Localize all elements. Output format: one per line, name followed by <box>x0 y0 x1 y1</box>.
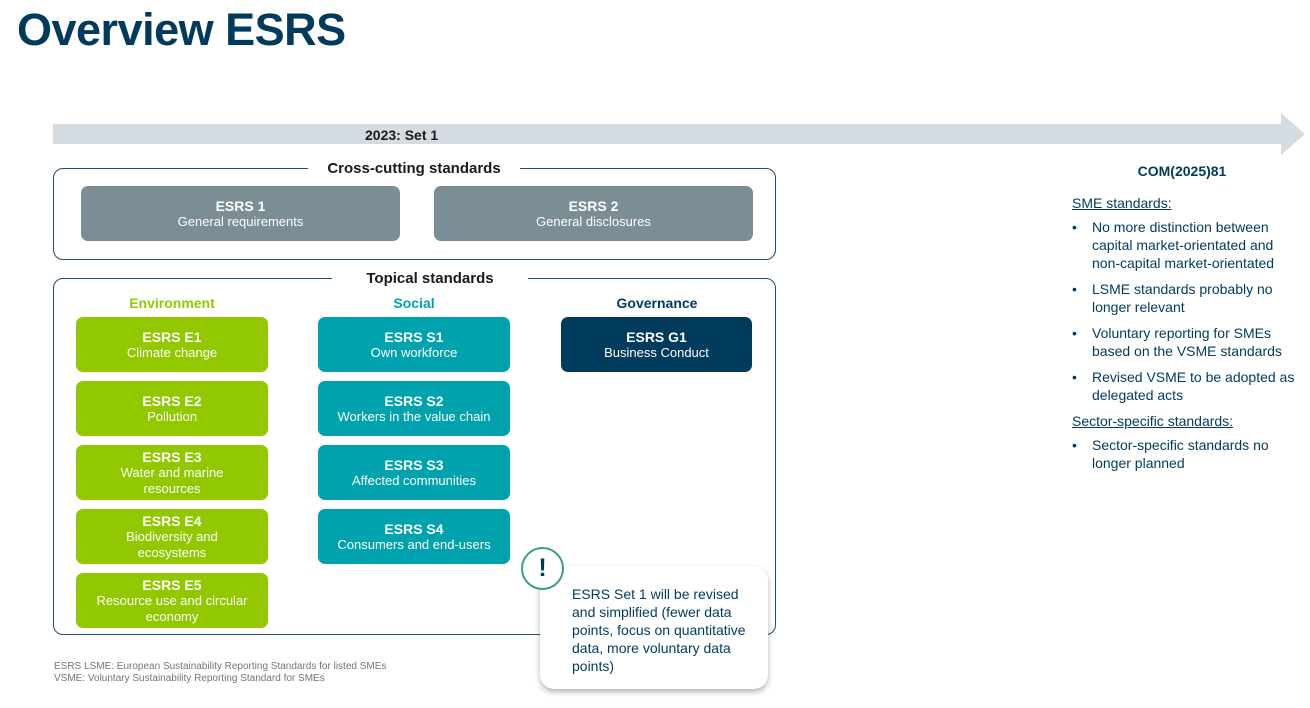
tile-name: Workers in the value chain <box>337 408 491 424</box>
tile-esrs-s2[interactable] <box>318 381 510 436</box>
tile-code: ESRS 1 <box>215 197 266 214</box>
bullet-text: No more distinction between capital market-orientated and non-capital market-orientated <box>1092 219 1275 271</box>
tile-name: Resource use and circular economy <box>96 592 248 624</box>
list-item <box>1072 368 1304 404</box>
list-item <box>1072 436 1304 472</box>
timeline-label: 2023: Set 1 <box>365 127 439 143</box>
tile-code: ESRS E3 <box>142 448 202 465</box>
page-title: Overview ESRS <box>17 4 346 55</box>
tile-esrs-s3[interactable] <box>318 445 510 500</box>
revision-note <box>540 566 768 689</box>
bullet-text: Revised VSME to be adopted as delegated acts <box>1092 369 1295 403</box>
list-item <box>1072 280 1304 316</box>
topical-heading: Topical standards <box>332 270 528 288</box>
tile-name: Own workforce <box>370 344 458 360</box>
tile-name: General requirements <box>177 213 304 229</box>
tile-code: ESRS S3 <box>384 456 444 473</box>
tile-esrs-e3[interactable] <box>76 445 268 500</box>
bullet-text: LSME standards probably no longer relevant <box>1092 281 1273 315</box>
tile-name: Pollution <box>147 408 197 424</box>
revision-note-text: ESRS Set 1 will be revised and simplified (fewer data points, focus on quantitative data, more voluntary data points) <box>572 586 746 674</box>
governance-heading: Governance <box>616 295 698 311</box>
tile-name: Climate change <box>126 344 218 360</box>
com-title: COM(2025)81 <box>1137 163 1227 179</box>
list-item <box>1072 218 1304 272</box>
timeline-arrow <box>53 113 1305 155</box>
bullet-text: Sector-specific standards no longer planned <box>1092 437 1269 471</box>
social-heading: Social <box>393 295 435 311</box>
tile-name: General disclosures <box>536 213 651 229</box>
tile-esrs-e1[interactable] <box>76 317 268 372</box>
environment-heading: Environment <box>129 295 215 311</box>
tile-name: Business Conduct <box>604 344 709 360</box>
bullet-icon: • <box>1072 219 1077 235</box>
exclamation-icon: ! <box>521 547 564 590</box>
tile-code: ESRS E2 <box>142 392 202 409</box>
tile-esrs-2[interactable] <box>434 186 753 241</box>
tile-name: Biodiversity and ecosystems <box>126 528 218 560</box>
bullet-text: Voluntary reporting for SMEs based on the VSME standards <box>1092 325 1282 359</box>
sme-standards-heading: SME standards: <box>1072 195 1172 211</box>
tile-esrs-g1[interactable] <box>561 317 752 372</box>
tile-esrs-e5[interactable] <box>76 573 268 628</box>
footnote-line-lsme: ESRS LSME: European Sustainability Reporting Standards for listed SMEs <box>54 661 387 672</box>
tile-code: ESRS S2 <box>384 392 444 409</box>
tile-esrs-e2[interactable] <box>76 381 268 436</box>
tile-code: ESRS 2 <box>568 197 619 214</box>
tile-name: Water and marine resources <box>120 464 224 496</box>
tile-esrs-s1[interactable] <box>318 317 510 372</box>
tile-esrs-1[interactable] <box>81 186 400 241</box>
bullet-icon: • <box>1072 369 1077 385</box>
footnote <box>54 661 386 685</box>
tile-name: Consumers and end-users <box>337 536 491 552</box>
cross-cutting-heading: Cross-cutting standards <box>308 160 520 178</box>
list-item <box>1072 324 1304 360</box>
tile-code: ESRS E4 <box>142 512 202 529</box>
tile-code: ESRS E5 <box>142 576 202 593</box>
bullet-icon: • <box>1072 437 1077 453</box>
tile-code: ESRS E1 <box>142 328 202 345</box>
footnote-line-vsme: VSME: Voluntary Sustainability Reporting Standard for SMEs <box>54 673 325 684</box>
bullet-icon: • <box>1072 281 1077 297</box>
tile-code: ESRS S4 <box>384 520 444 537</box>
tile-code: ESRS S1 <box>384 328 444 345</box>
tile-name: Affected communities <box>351 472 477 488</box>
tile-esrs-e4[interactable] <box>76 509 268 564</box>
sector-standards-heading: Sector-specific standards: <box>1072 413 1234 429</box>
bullet-icon: • <box>1072 325 1077 341</box>
tile-esrs-s4[interactable] <box>318 509 510 564</box>
com-panel <box>1072 194 1304 480</box>
tile-code: ESRS G1 <box>626 328 687 345</box>
